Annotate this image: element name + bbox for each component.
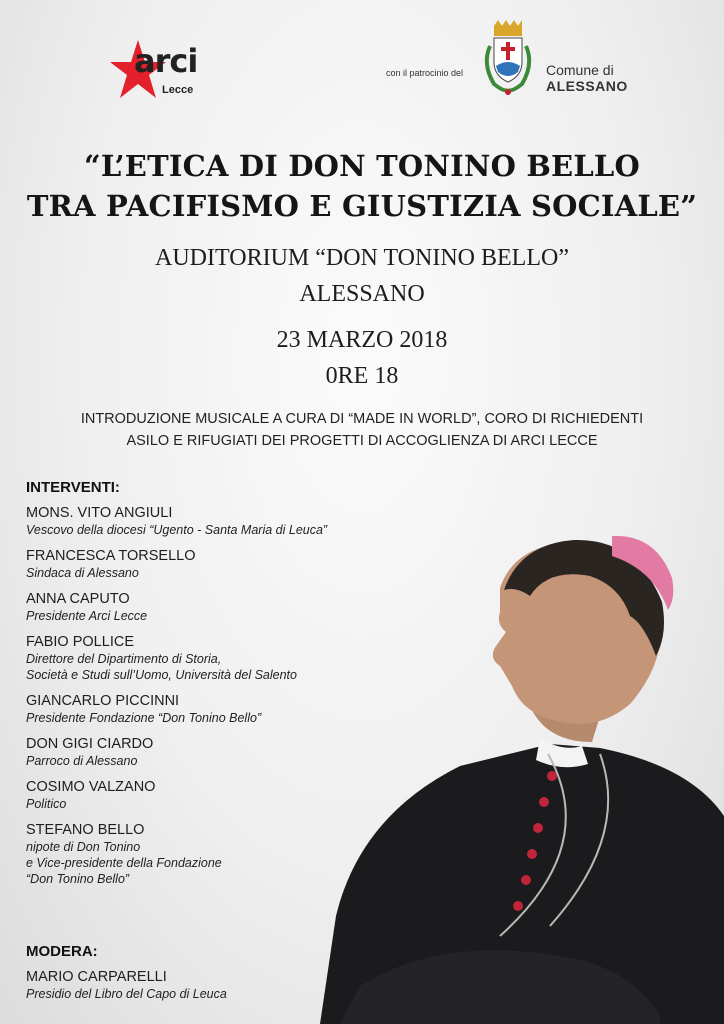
speaker-role: Sindaca di Alessano — [26, 566, 139, 580]
moderator-role: Presidio del Libro del Capo di Leuca — [26, 987, 227, 1001]
speaker-role: “Don Tonino Bello” — [26, 872, 130, 886]
speaker-role: Politico — [26, 797, 67, 811]
arci-wordmark: arci — [134, 42, 198, 80]
venue-name: AUDITORIUM “DON TONINO BELLO” — [155, 245, 569, 271]
speaker-name: GIANCARLO PICCINNI — [26, 693, 180, 709]
speaker-role: Vescovo della diocesi “Ugento - Santa Maria di Leuca” — [26, 523, 328, 537]
title-line-2: TRA PACIFISMO E GIUSTIZIA SOCIALE” — [26, 189, 698, 223]
speaker-role: Direttore del Dipartimento di Storia, — [26, 652, 222, 666]
venue — [0, 240, 724, 312]
modera-heading: MODERA: — [26, 943, 98, 960]
patronage-text: con il patrocinio del — [386, 68, 464, 78]
arci-logo — [108, 38, 208, 102]
speaker-name: STEFANO BELLO — [26, 822, 145, 838]
musical-intro — [40, 408, 684, 452]
comune-city: ALESSANO — [546, 78, 628, 94]
intro-line-2: ASILO E RIFUGIATI DEI PROGETTI DI ACCOGLIENZA DI ARCI LECCE — [126, 433, 598, 449]
speaker-role: Presidente Arci Lecce — [26, 609, 148, 623]
venue-city: ALESSANO — [299, 281, 425, 307]
speaker-role: nipote di Don Tonino — [26, 840, 141, 854]
alessano-crest-icon — [478, 18, 538, 100]
speaker-name: MONS. VITO ANGIULI — [26, 505, 173, 521]
speaker-role: e Vice-presidente della Fondazione — [26, 856, 222, 870]
intro-line-1: INTRODUZIONE MUSICALE A CURA DI “MADE IN WORLD”, CORO DI RICHIEDENTI — [80, 411, 644, 427]
comune-label-block — [546, 62, 628, 94]
comune-label: Comune di — [546, 62, 614, 78]
speaker-name: COSIMO VALZANO — [26, 779, 156, 795]
event-day: 23 MARZO 2018 — [276, 327, 448, 353]
interventi-heading: INTERVENTI: — [26, 479, 120, 496]
bishop-portrait — [300, 516, 724, 1024]
speaker-role: Parroco di Alessano — [26, 754, 138, 768]
speaker-name: FABIO POLLICE — [26, 634, 134, 650]
moderator-name: MARIO CARPARELLI — [26, 969, 167, 985]
title-line-1: “L’ETICA DI DON TONINO BELLO — [83, 149, 640, 183]
speaker-role: Presidente Fondazione “Don Tonino Bello” — [26, 711, 262, 725]
event-date — [0, 322, 724, 394]
arci-city: Lecce — [162, 84, 194, 96]
event-time: 0RE 18 — [325, 363, 399, 389]
speaker-role: Società e Studi sull’Uomo, Università del Salento — [26, 668, 297, 682]
speaker-name: FRANCESCA TORSELLO — [26, 548, 196, 564]
speaker-name: DON GIGI CIARDO — [26, 736, 154, 752]
speaker-name: ANNA CAPUTO — [26, 591, 130, 607]
event-title — [0, 146, 724, 226]
